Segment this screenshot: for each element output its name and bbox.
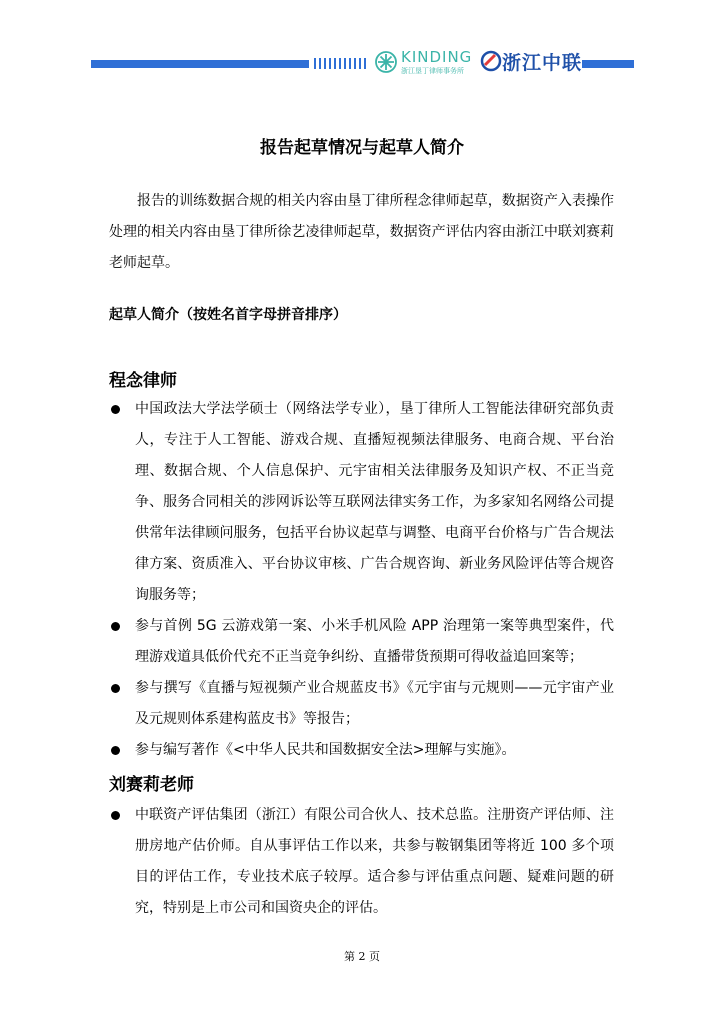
kinding-logo-name: KINDING xyxy=(401,48,473,66)
header-bar-left xyxy=(91,60,309,68)
list-item xyxy=(109,673,614,735)
bullet-dot xyxy=(111,622,120,631)
zhonglian-logo-icon xyxy=(480,50,502,72)
kinding-logo-subtitle: 浙江垦丁律师事务所 xyxy=(401,67,464,75)
bullet-dot xyxy=(111,746,120,755)
person-name-liu: 刘赛莉老师 xyxy=(109,775,194,795)
list-item xyxy=(109,800,614,924)
person-name-cheng: 程念律师 xyxy=(109,371,177,391)
list-item-text: 参与编写著作《<中华人民共和国数据安全法>理解与实施》。 xyxy=(135,742,516,758)
person-bullets-cheng xyxy=(109,394,614,766)
zhonglian-logo-name: 浙江中联 xyxy=(502,52,583,74)
list-item-text: 中国政法大学法学硕士（网络法学专业），垦丁律所人工智能法律研究部负责人，专注于人工智能、游戏合规、直播短视频法律服务、电商合规、平台治理、数据合规、个人信息保护、元宇宙相关法律服务及知识产权、不正当竞争、服务合同相关的涉网诉讼等互联网法律实务工作，为多家知名网络公司提供常年法律顾问服务，包括平台协议起草与调整、电商平台价格与广告合规法律方案、资质准入、平台协议审核、广告合规咨询、新业务风险评估等合规咨询服务等； xyxy=(135,401,614,603)
bullet-dot xyxy=(111,811,120,820)
kinding-logo-icon xyxy=(374,50,398,74)
page-header xyxy=(0,0,724,80)
list-item-text: 参与首例 5G 云游戏第一案、小米手机风险 APP 治理第一案等典型案件，代理游戏道具低价代充不正当竞争纠纷、直播带货预期可得收益追回案等； xyxy=(135,618,614,665)
list-item-text: 参与撰写《直播与短视频产业合规蓝皮书》《元宇宙与元规则——元宇宙产业及元规则体系建构蓝皮书》等报告； xyxy=(135,680,614,727)
person-bullets-liu xyxy=(109,800,614,924)
header-bar-right xyxy=(582,60,634,68)
page-number: 第 2 页 xyxy=(344,950,380,963)
bullet-dot xyxy=(111,684,120,693)
page-title: 报告起草情况与起草人简介 xyxy=(260,138,464,158)
list-item-text: 中联资产评估集团（浙江）有限公司合伙人、技术总监。注册资产评估师、注册房地产估价师。自从事评估工作以来，共参与鞍钢集团等将近 100 多个项目的评估工作，专业技术底子较厚。适合参与评估重点问题、疑难问题的研究，特别是上市公司和国资央企的评估。 xyxy=(135,807,614,916)
list-item xyxy=(109,735,614,766)
list-item xyxy=(109,611,614,673)
bullet-dot xyxy=(111,405,120,414)
list-item xyxy=(109,394,614,611)
header-ticks xyxy=(314,58,366,69)
section-heading: 起草人简介（按姓名首字母拼音排序） xyxy=(109,307,347,323)
intro-paragraph: 报告的训练数据合规的相关内容由垦丁律所程念律师起草，数据资产入表操作处理的相关内容由垦丁律所徐艺凌律师起草，数据资产评估内容由浙江中联刘赛莉老师起草。 xyxy=(109,193,614,271)
